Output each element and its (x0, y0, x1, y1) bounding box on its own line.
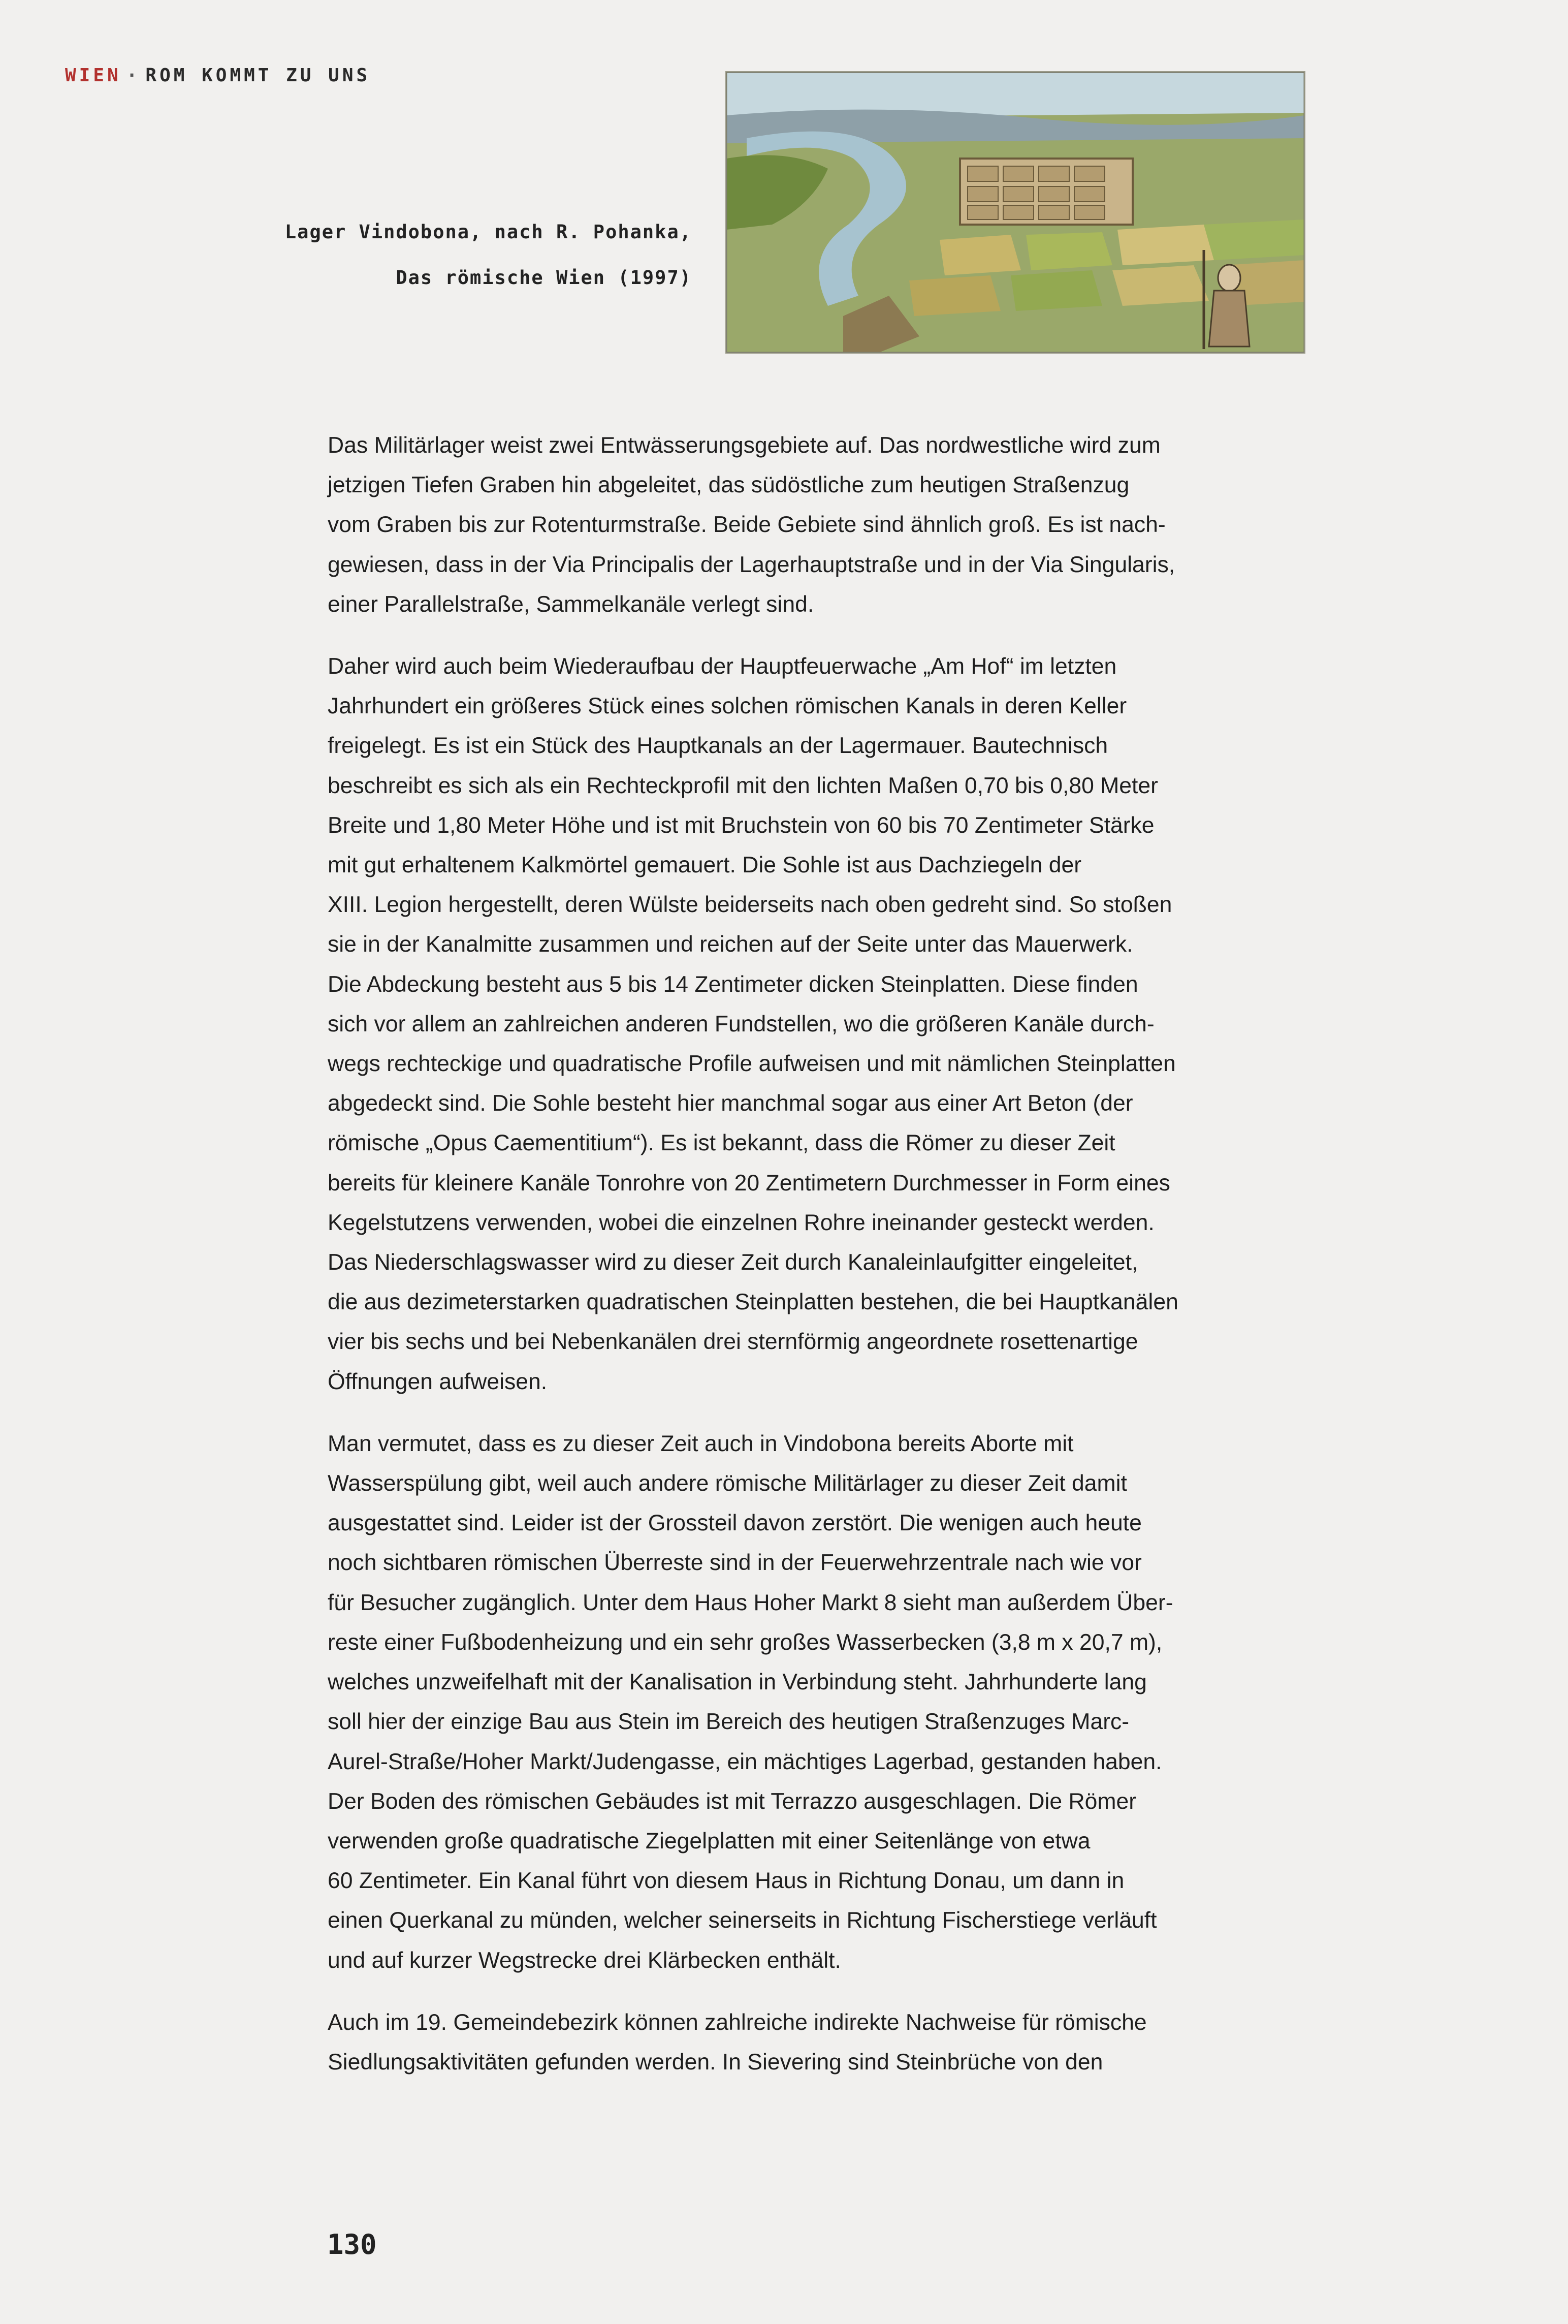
header-section: ROM KOMMT ZU UNS (145, 65, 371, 86)
vindobona-landscape-drawing (726, 72, 1304, 353)
paragraph: Das Militärlager weist zwei Entwässerungsgebiete auf. Das nordwestliche wird zum jetzigen Tiefen Graben hin abgeleitet, das südöstliche zum heutigen Straßenzug vom Graben bis zur Rotenturmstraße. Beide Gebiete sind ähnlich groß. Es ist nach- gewiesen, dass in der Via Principalis der Lagerhauptstraße und in der Via Singularis, einer Parallelstraße, Sammelkanäle verlegt sind. (328, 433, 1175, 617)
paragraph: Auch im 19. Gemeindebezirk können zahlreiche indirekte Nachweise für römische Siedlungsaktivitäten gefunden werden. In Sievering sind Steinbrüche von den (328, 2009, 1147, 2075)
figure-caption (285, 209, 692, 301)
header-separator: · (126, 65, 141, 86)
caption-line-1: Lager Vindobona, nach R. Pohanka, (284, 221, 692, 243)
article-body (328, 426, 1293, 2105)
header-city: WIEN (65, 65, 121, 86)
paragraph: Man vermutet, dass es zu dieser Zeit auch in Vindobona bereits Aborte mit Wasserspülung gibt, weil auch andere römische Militärlager zu dieser Zeit damit ausgestattet sind. Leider ist der Grossteil davon zerstört. Die wenigen auch heute noch sichtbaren römischen Überreste sind in der Feuerwehrzentrale nach wie vor für Besucher zugänglich. Unter dem Haus Hoher Markt 8 sieht man außerdem Über- reste einer Fußbodenheizung und ein sehr großes Wasserbecken (3,8 m x 20,7 m), welches unzweifelhaft mit der Kanalisation in Verbindung steht. Jahrhunderte lang soll hier der einzige Bau aus Stein im Bereich des heutigen Straßenzuges Marc- Aurel-Straße/Hoher Markt/Judengasse, ein mächtiges Lagerbad, gestanden haben. Der Boden des römischen Gebäudes ist mit Terrazzo ausgeschlagen. Die Römer verwenden große quadratische Ziegelplatten mit einer Seitenlänge von etwa 60 Zentimeter. Ein Kanal führt von diesem Haus in Richtung Donau, um dann in einen Querkanal zu münden, welcher seinerseits in Richtung Fischerstiege verläuft und auf kurzer Wegstrecke drei Klärbecken enthält. (328, 1431, 1173, 1973)
paragraph: Daher wird auch beim Wiederaufbau der Hauptfeuerwache „Am Hof“ im letzten Jahrhundert ein größeres Stück eines solchen römischen Kanals in deren Keller freigelegt. Es ist ein Stück des Hauptkanals an der Lagermauer. Bautechnisch beschreibt es sich als ein Rechteckprofil mit den lichten Maßen 0,70 bis 0,80 Meter Breite und 1,80 Meter Höhe und ist mit Bruchstein von 60 bis 70 Zentimeter Stärke mit gut erhaltenem Kalkmörtel gemauert. Die Sohle ist aus Dachziegeln der XIII. Legion hergestellt, deren Wülste beiderseits nach oben gedreht sind. So stoßen sie in der Kanalmitte zusammen und reichen auf der Seite unter das Mauerwerk. Die Abdeckung besteht aus 5 bis 14 Zentimeter dicken Steinplatten. Diese finden sich vor allem an zahlreichen anderen Fundstellen, wo die größeren Kanäle durch- wegs rechteckige und quadratische Profile aufweisen und mit nämlichen Steinplatten abgedeckt sind. Die Sohle besteht hier manchmal sogar aus einer Art Beton (der römische „Opus Caementitium“). Es ist bekannt, dass die Römer zu dieser Zeit bereits für kleinere Kanäle Tonrohre von 20 Zentimetern Durchmesser in Form eines Kegelstutzens verwenden, wobei die einzelnen Rohre ineinander gesteckt werden. Das Niederschlagswasser wird zu dieser Zeit durch Kanaleinlaufgitter eingeleitet, die aus dezimeterstarken quadratischen Steinplatten bestehen, die bei Hauptkanälen vier bis sechs und bei Nebenkanälen drei sternförmig angeordnete rosettenartige Öffnungen aufweisen. (328, 654, 1178, 1394)
vindobona-camp-illustration (725, 71, 1305, 354)
caption-line-2: Das römische Wien (1997) (396, 267, 692, 289)
running-header (65, 65, 370, 86)
page-number: 130 (327, 2228, 377, 2260)
